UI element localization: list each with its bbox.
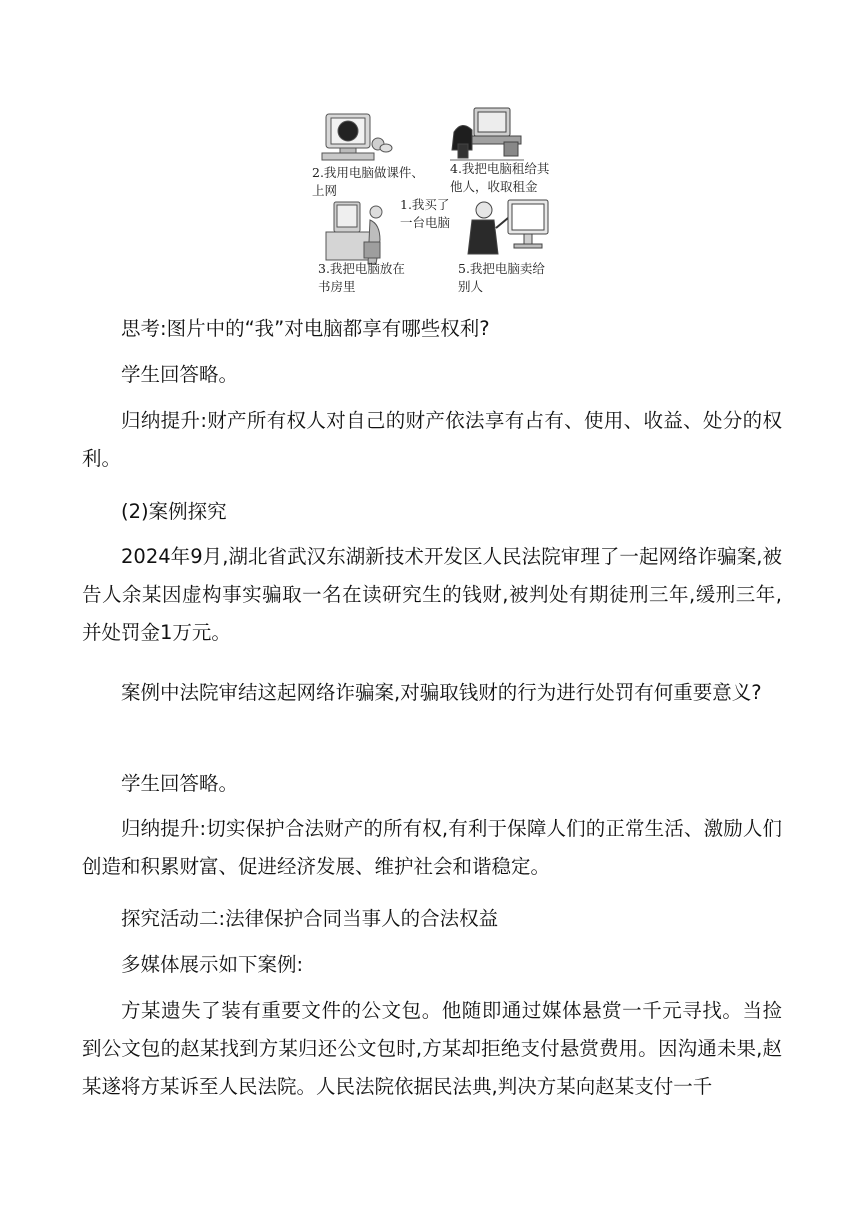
caption-buy: 1.我买了 一台电脑 — [400, 197, 451, 230]
paragraph-case-heading: (2)案例探究 — [121, 500, 227, 523]
paragraph-case-text: 2024年9月,湖北省武汉东湖新技术开发区人民法院审理了一起网络诈骗案,被告人余某因虚构事实骗取一名在读研究生的钱财,被判处有期徒刑三年,缓刑三年,并处罚金1万元。 — [82, 545, 782, 644]
paragraph-student-answer-1: 学生回答略。 — [121, 363, 239, 386]
caption-sell: 5.我把电脑卖给 别人 — [458, 261, 545, 294]
paragraph-case-question: 案例中法院审结这起网络诈骗案,对骗取钱财的行为进行处罚有何重要意义? — [121, 681, 762, 704]
paragraph-multimedia: 多媒体展示如下案例: — [121, 953, 304, 976]
computer-rent-drawing — [450, 108, 524, 160]
paragraph-summary-2: 归纳提升:切实保护合法财产的所有权,有利于保障人们的正常生活、激励人们创造和积累财富、促进经济发展、维护社会和谐稳定。 — [82, 817, 782, 878]
computer-rights-figure — [304, 104, 556, 298]
computer-study-drawing — [326, 202, 382, 264]
paragraph-summary-1: 归纳提升:财产所有权人对自己的财产依法享有占有、使用、收益、处分的权利。 — [82, 409, 782, 470]
computer-use-drawing — [322, 114, 392, 160]
computer-sell-drawing — [468, 200, 548, 254]
paragraph-think-question: 思考:图片中的“我”对电脑都享有哪些权利? — [121, 317, 490, 340]
caption-use: 2.我用电脑做课件、 上网 — [312, 165, 424, 198]
paragraph-case-two: 方某遗失了装有重要文件的公文包。他随即通过媒体悬赏一千元寻找。当捡到公文包的赵某找到方某归还公文包时,方某却拒绝支付悬赏费用。因沟通未果,赵某遂将方某诉至人民法院。人民法院依据民法典,判决方某向赵某支付一千 — [82, 999, 782, 1098]
paragraph-student-answer-2: 学生回答略。 — [121, 772, 239, 795]
caption-rent: 4.我把电脑租给其 他人，收取租金 — [450, 161, 550, 194]
paragraph-activity-two: 探究活动二:法律保护合同当事人的合法权益 — [121, 907, 499, 930]
caption-store: 3.我把电脑放在 书房里 — [318, 261, 405, 294]
